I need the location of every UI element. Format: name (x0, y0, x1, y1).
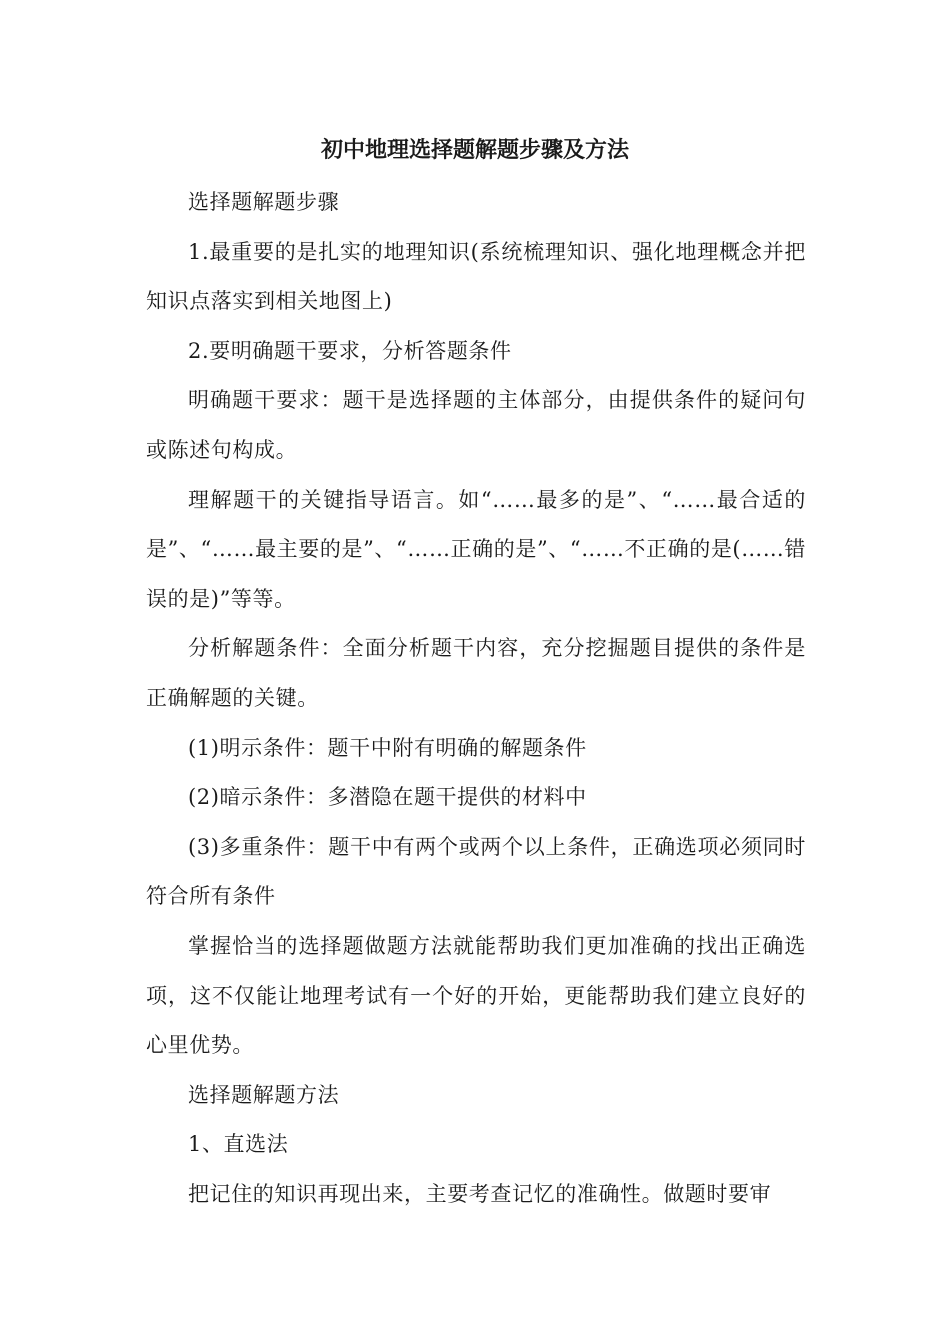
paragraph-key-language: 理解题干的关键指导语言。如“……最多的是”、“……最合适的是”、“……最主要的是”、“……正确的是”、“……不正确的是(……错误的是)”等等。 (146, 487, 807, 611)
paragraph-analyze-conditions: 分析解题条件：全面分析题干内容，充分挖掘题目提供的条件是正确解题的关键。 (146, 636, 806, 710)
document-title: 初中地理选择题解题步骤及方法 (320, 138, 629, 163)
paragraph-direct-method-text: 把记住的知识再现出来，主要考查记忆的准确性。做题时要审 (188, 1181, 772, 1206)
paragraph-implicit-condition: (2)暗示条件：多潜隐在题干提供的材料中 (188, 785, 587, 810)
document-body (146, 178, 806, 1219)
paragraph-step-1: 1.最重要的是扎实的地理知识(系统梳理知识、强化地理概念并把知识点落实到相关地图上) (146, 239, 806, 314)
paragraph-multiple-conditions: (3)多重条件：题干中有两个或两个以上条件，正确选项必须同时符合所有条件 (146, 834, 806, 909)
paragraph-stem-requirement: 明确题干要求：题干是选择题的主体部分，由提供条件的疑问句或陈述句构成。 (146, 388, 806, 462)
section-heading-steps: 选择题解题步骤 (188, 190, 340, 214)
section-heading-methods: 选择题解题方法 (188, 1082, 340, 1107)
paragraph-explicit-condition: (1)明示条件：题干中附有明确的解题条件 (188, 735, 587, 760)
paragraph-method-benefit: 掌握恰当的选择题做题方法就能帮助我们更加准确的找出正确选项，这不仅能让地理考试有一个好的开始，更能帮助我们建立良好的心里优势。 (146, 933, 806, 1058)
paragraph-direct-method-heading: 1、直选法 (188, 1132, 289, 1157)
paragraph-step-2: 2.要明确题干要求，分析答题条件 (188, 338, 512, 363)
